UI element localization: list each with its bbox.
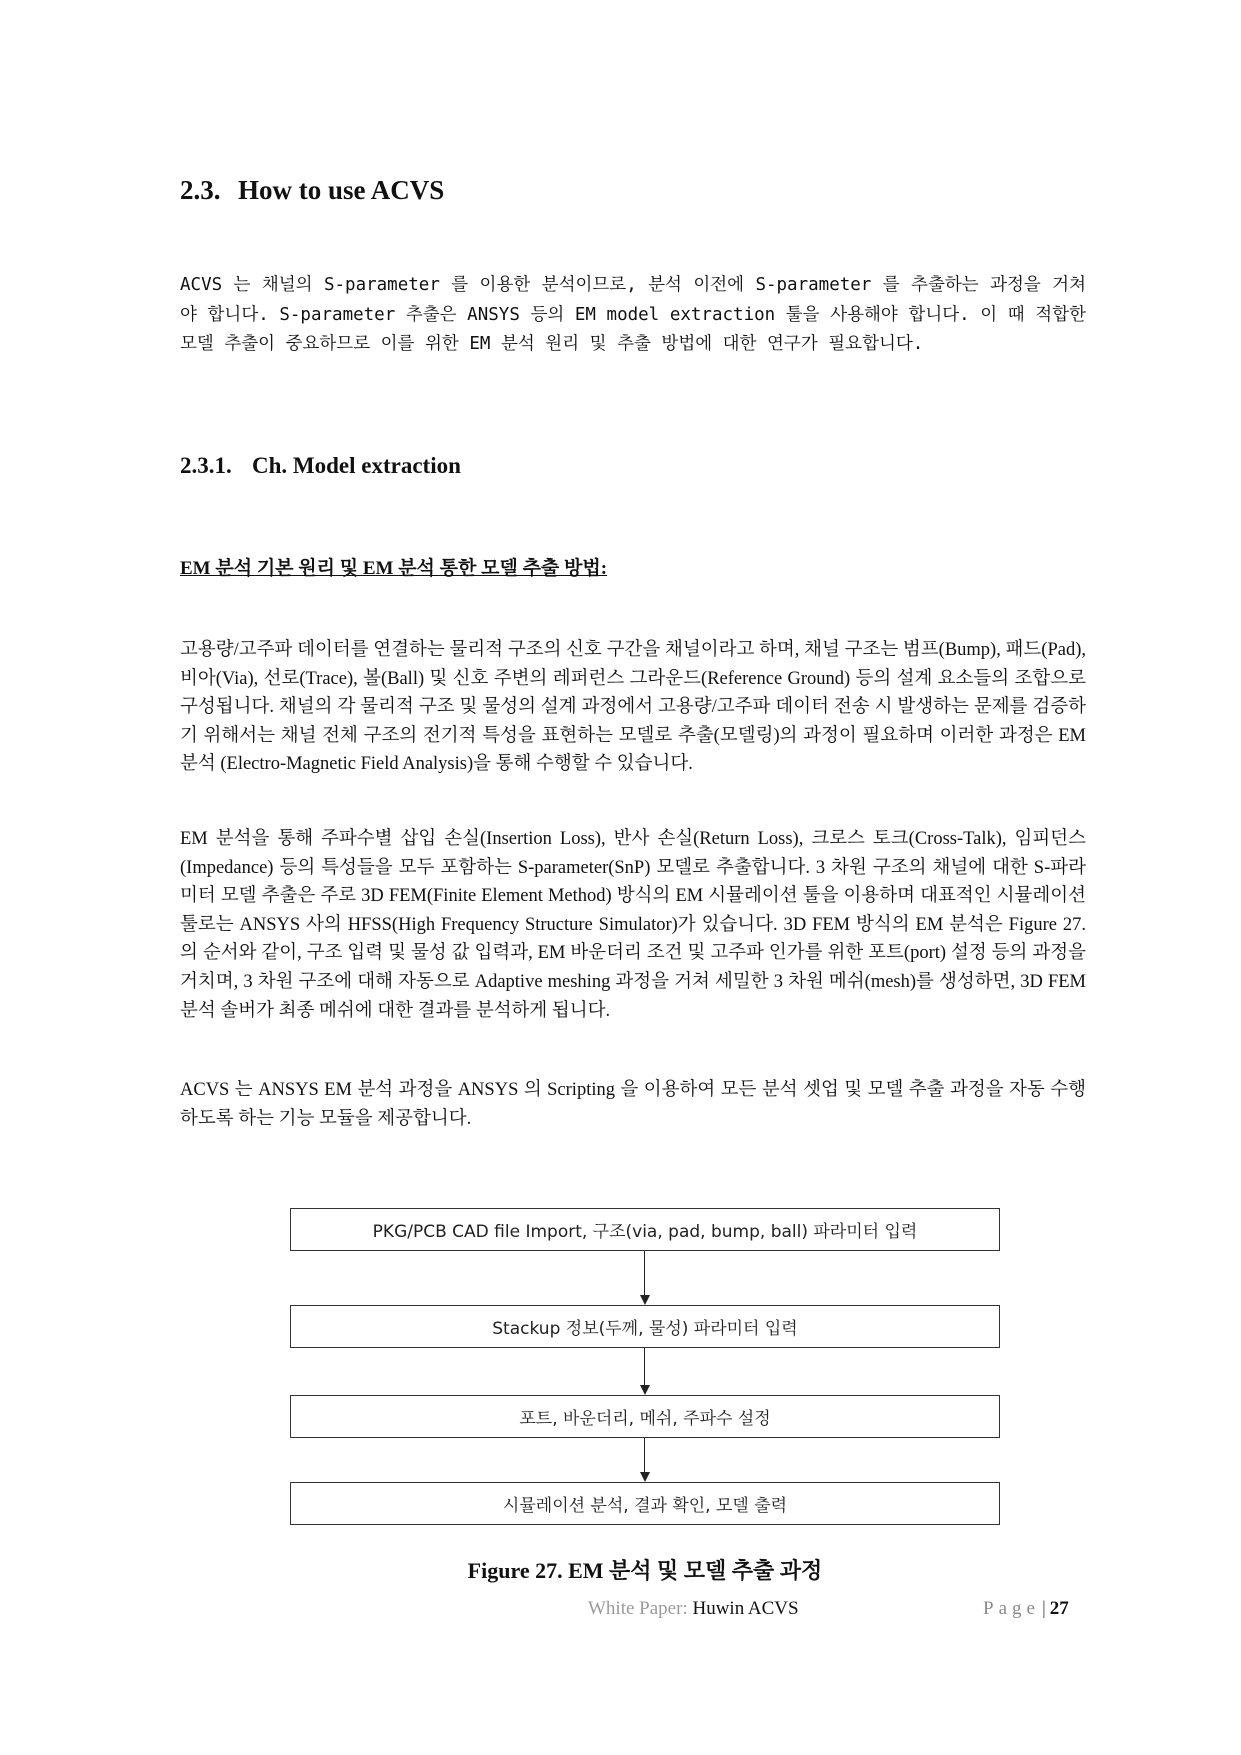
flow-arrow-3	[640, 1438, 650, 1482]
subsection-number: 2.3.1.	[180, 453, 232, 478]
footer-page	[983, 1598, 1069, 1620]
section-heading	[180, 175, 444, 206]
footer-title	[588, 1598, 799, 1620]
flow-arrow-2	[640, 1348, 650, 1395]
flow-step-stackup: Stackup 정보(두께, 물성) 파라미터 입력	[290, 1305, 1000, 1348]
body-paragraph-acvs-scripting: ACVS 는 ANSYS EM 분석 과정을 ANSYS 의 Scripting 을 이용하여 모든 분석 셋업 및 모델 추출 과정을 자동 수행하도록 하는 기능 모듈을 제공합니다.	[180, 1080, 1086, 1129]
body-paragraph-channel: 고용량/고주파 데이터를 연결하는 물리적 구조의 신호 구간을 채널이라고 하며, 채널 구조는 범프(Bump), 패드(Pad), 비아(Via), 선로(Trace), 볼(Ball) 및 신호 주변의 레퍼런스 그라운드(Reference Ground) 등의 설계 요소들의 조합으로 구성됩니다. 채널의 각 물리적 구조 및 물성의 설계 과정에서 고용량/고주파 데이터 전송 시 발생하는 문제를 검증하기 위해서는 채널 전체 구조의 전기적 특성을 표현하는 모델로 추출(모델링)의 과정이 필요하며 이러한 과정은 EM 분석 (Electro-Magnetic Field Analysis)을 통해 수행할 수 있습니다.	[180, 640, 1086, 775]
flow-step-port-setup: 포트, 바운더리, 메쉬, 주파수 설정	[290, 1395, 1000, 1438]
method-subheading: EM 분석 기본 원리 및 EM 분석 통한 모델 추출 방법:	[180, 558, 608, 579]
footer-page-word: Page	[983, 1598, 1040, 1619]
flow-step-simulation: 시뮬레이션 분석, 결과 확인, 모델 출력	[290, 1482, 1000, 1525]
footer-label: White Paper:	[588, 1598, 688, 1619]
flow-step-cad-import: PKG/PCB CAD file Import, 구조(via, pad, bump, ball) 파라미터 입력	[290, 1208, 1000, 1251]
intro-paragraph: ACVS 는 채널의 S-parameter 를 이용한 분석이므로, 분석 이전에 S-parameter 를 추출하는 과정을 거쳐야 합니다. S-parameter 추출은 ANSYS 등의 EM model extraction 툴을 사용해야 합니다. 이 때 적합한 모델 추출이 중요하므로 이를 위한 EM 분석 원리 및 추출 방법에 대한 연구가 필요합니다.	[180, 275, 1086, 354]
footer-product: Huwin ACVS	[692, 1598, 799, 1619]
subsection-title: Ch. Model extraction	[252, 453, 461, 478]
figure-caption: Figure 27. EM 분석 및 모델 추출 과정	[467, 1558, 823, 1583]
section-number: 2.3.	[180, 175, 221, 205]
page-number: 27	[1049, 1598, 1069, 1619]
flow-arrow-1	[640, 1251, 650, 1305]
body-paragraph-em-analysis: EM 분석을 통해 주파수별 삽입 손실(Insertion Loss), 반사 손실(Return Loss), 크로스 토크(Cross-Talk), 임피던스(Impedance) 등의 특성들을 모두 포함하는 S-parameter(SnP) 모델로 추출합니다. 3 차원 구조의 채널에 대한 S-파라미터 모델 추출은 주로 3D FEM(Finite Element Method) 방식의 EM 시뮬레이션 툴을 이용하며 대표적인 시뮬레이션 툴로는 ANSYS 사의 HFSS(High Frequency Structure Simulator)가 있습니다. 3D FEM 방식의 EM 분석은 Figure 27. 의 순서와 같이, 구조 입력 및 물성 값 입력과, EM 바운더리 조건 및 고주파 인가를 위한 포트(port) 설정 등의 과정을 거치며, 3 차원 구조에 대해 자동으로 Adaptive meshing 과정을 거쳐 세밀한 3 차원 메쉬(mesh)를 생성하면, 3D FEM 분석 솔버가 최종 메쉬에 대한 결과를 분석하게 됩니다.	[180, 829, 1086, 1021]
subsection-heading	[180, 453, 461, 479]
section-title: How to use ACVS	[238, 175, 445, 205]
footer-separator: |	[1041, 1598, 1046, 1619]
